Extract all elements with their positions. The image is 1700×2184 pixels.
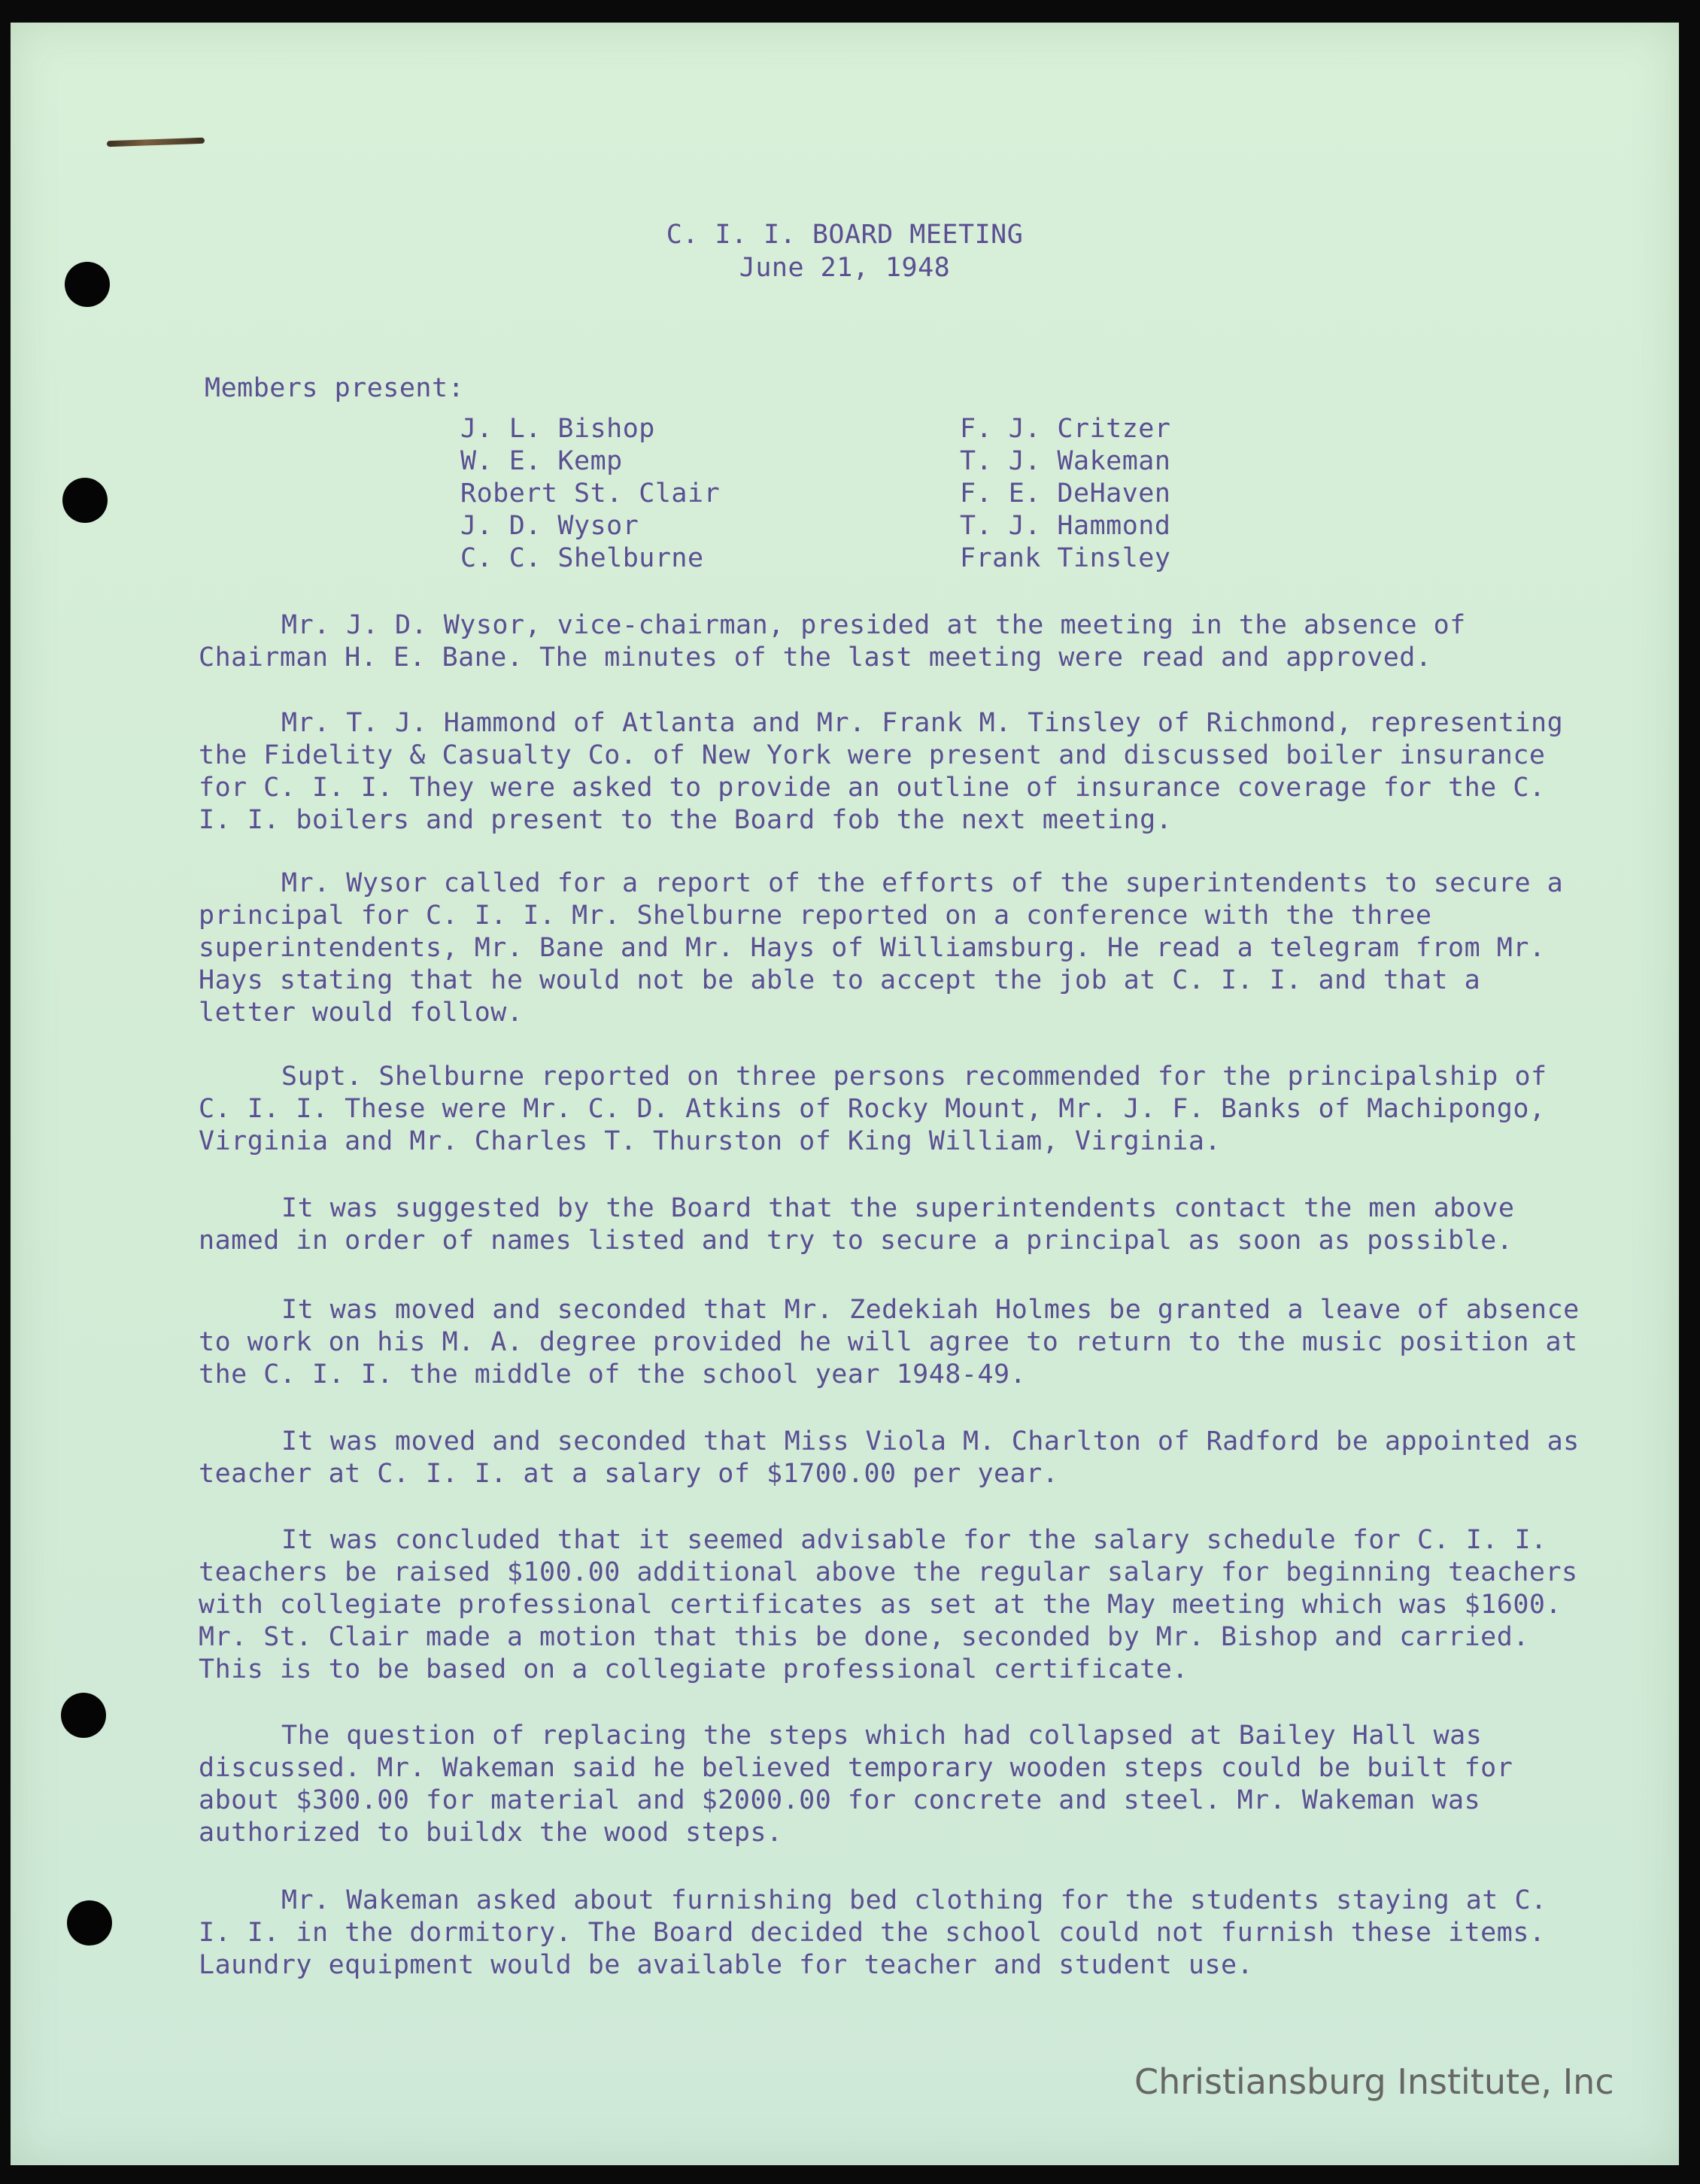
paragraph: Mr. Wysor called for a report of the efforts of the superintendents to secure a principal for C. I. I. Mr. Shelburne reported on a conference with the three superintendents, Mr. Bane and Mr. Hays of Williamsburg. He read a telegram from Mr. Hays stating that he would not be able to accept the job at C. I. I. and that a letter would follow. — [199, 868, 1564, 1028]
paragraph: It was concluded that it seemed advisable for the salary schedule for C. I. I. teachers be raised $100.00 additional above the regular salary for beginning teachers with collegiate professional certificates as set at the May meeting which was $1600. Mr. St. Clair made a motion that this be done, seconded by Mr. Bishop and carried. This is to be based on a collegiate professional certificate. — [199, 1525, 1578, 1684]
member-right: T. J. Wakeman — [960, 446, 1171, 476]
meeting-date: June 21, 1948 — [739, 253, 951, 283]
member-left: C. C. Shelburne — [460, 543, 704, 573]
document-page — [11, 23, 1679, 2165]
archive-watermark: Christiansburg Institute, Inc — [1134, 2061, 1614, 2102]
paragraph: Mr. T. J. Hammond of Atlanta and Mr. Frank M. Tinsley of Richmond, representing the Fidelity & Casualty Co. of New York were present and discussed boiler insurance for C. I. I. They were asked to provide an outline of insurance coverage for the C. I. I. boilers and present to the Board fob the next meeting. — [199, 708, 1564, 835]
member-right: F. E. DeHaven — [960, 478, 1171, 509]
punch-hole — [67, 1900, 112, 1946]
paragraph: The question of replacing the steps which had collapsed at Bailey Hall was discussed. Mr. Wakeman said he believed temporary wooden steps could be built for about $300.00 for material and $2000.00 for concrete and steel. Mr. Wakeman was authorized to buildx the wood steps. — [199, 1721, 1513, 1848]
paragraph: It was suggested by the Board that the superintendents contact the men above named in order of names listed and try to secure a principal as soon as possible. — [199, 1193, 1515, 1256]
members-present-label: Members present: — [205, 373, 465, 403]
paragraph: Supt. Shelburne reported on three persons recommended for the principalship of C. I. I. These were Mr. C. D. Atkins of Rocky Mount, Mr. J. F. Banks of Machipongo, Virginia and Mr. Charles T. Thurston of King William, Virginia. — [199, 1062, 1547, 1156]
member-left: J. D. Wysor — [460, 511, 639, 541]
punch-hole — [61, 1693, 106, 1738]
punch-hole — [62, 478, 108, 523]
member-right: F. J. Critzer — [960, 414, 1171, 444]
paragraph: It was moved and seconded that Miss Viola M. Charlton of Radford be appointed as teacher at C. I. I. at a salary of $1700.00 per year. — [199, 1426, 1580, 1489]
paragraph: Mr. Wakeman asked about furnishing bed clothing for the students staying at C. I. I. in the dormitory. The Board decided the school could not furnish these items. Laundry equipment would be available for teacher and student use. — [199, 1885, 1547, 1980]
member-left: J. L. Bishop — [460, 414, 655, 444]
meeting-title: C. I. I. BOARD MEETING — [666, 220, 1024, 250]
member-right: T. J. Hammond — [960, 511, 1171, 541]
paragraph: Mr. J. D. Wysor, vice-chairman, presided at the meeting in the absence of Chairman H. E. Bane. The minutes of the last meeting were read and approved. — [199, 610, 1466, 673]
member-left: W. E. Kemp — [460, 446, 623, 476]
paper-mark — [107, 138, 205, 147]
member-right: Frank Tinsley — [960, 543, 1171, 573]
paragraph: It was moved and seconded that Mr. Zedekiah Holmes be granted a leave of absence to work on his M. A. degree provided he will agree to return to the music position at the C. I. I. the middle of the school year 1948-49. — [199, 1295, 1580, 1390]
member-left: Robert St. Clair — [460, 478, 721, 509]
